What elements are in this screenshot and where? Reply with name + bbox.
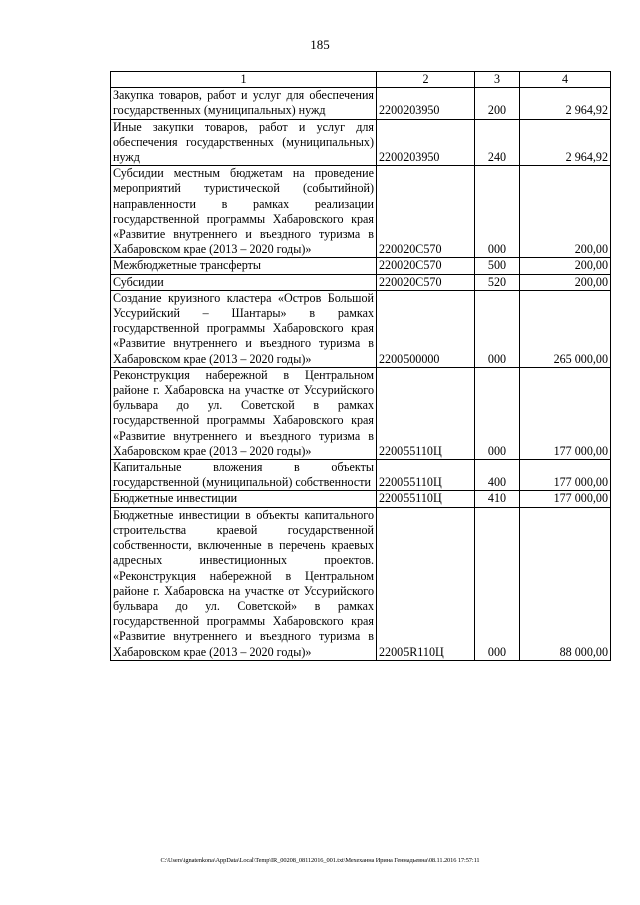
column-header-type: 3: [475, 72, 520, 88]
table-row: [111, 274, 611, 290]
table-header-row: [111, 72, 611, 88]
row-amount: 265 000,00: [520, 290, 611, 367]
table-row: [111, 166, 611, 258]
row-amount: 200,00: [520, 258, 611, 274]
row-description: Субсидии: [111, 274, 377, 290]
row-expense-type: 200: [475, 88, 520, 119]
row-amount: 2 964,92: [520, 119, 611, 166]
row-description: Субсидии местным бюджетам на проведение мероприятий туристической (событийной) направленности в рамках реализации государственной программы Хабаровского края «Развитие внутреннего и въездного туризма в Хабаровском крае (2013 – 2020 годы)»: [111, 166, 377, 258]
row-target-code: 220020С570: [377, 274, 475, 290]
row-expense-type: 000: [475, 507, 520, 660]
row-expense-type: 520: [475, 274, 520, 290]
table-row: [111, 119, 611, 166]
row-expense-type: 500: [475, 258, 520, 274]
table-row: [111, 460, 611, 491]
table-row: [111, 258, 611, 274]
row-amount: 2 964,92: [520, 88, 611, 119]
row-expense-type: 000: [475, 166, 520, 258]
column-header-amount: 4: [520, 72, 611, 88]
table-row: [111, 290, 611, 367]
row-description: Иные закупки товаров, работ и услуг для обеспечения государственных (муниципальных) нужд: [111, 119, 377, 166]
row-amount: 177 000,00: [520, 491, 611, 507]
row-description: Создание круизного кластера «Остров Большой Уссурийский – Шантары» в рамках государственной программы Хабаровского края «Развитие внутреннего и въездного туризма в Хабаровском крае (2013 – 2020 годы)»: [111, 290, 377, 367]
budget-table: [110, 71, 611, 661]
row-expense-type: 000: [475, 367, 520, 459]
table-row: [111, 367, 611, 459]
row-description: Бюджетные инвестиции в объекты капитального строительства краевой государственной собственности, включенные в перечень краевых адресных инвестиционных проектов. «Реконструкция набережной в Центральном районе г. Хабаровска на участке от Уссурийского бульвара до ул. Советской» в рамках государственной программы Хабаровского края «Развитие внутреннего и въездного туризма в Хабаровском крае (2013 – 2020 годы)»: [111, 507, 377, 660]
row-target-code: 22005R110Ц: [377, 507, 475, 660]
page-number: 185: [310, 37, 330, 52]
document-path-footer: C:\Users\ignatenkona\AppData\Local\Temp\IR_00208_08112016_001.txt\Мехеханна Ирина Геннадьевна\08.11.2016 17:57:11: [160, 857, 480, 864]
table-row: [111, 507, 611, 660]
row-description: Капитальные вложения в объекты государственной (муниципальной) собственности: [111, 460, 377, 491]
row-amount: 177 000,00: [520, 367, 611, 459]
column-header-code: 2: [377, 72, 475, 88]
row-target-code: 220055110Ц: [377, 491, 475, 507]
table-row: [111, 491, 611, 507]
row-target-code: 2200500000: [377, 290, 475, 367]
row-expense-type: 400: [475, 460, 520, 491]
row-target-code: 2200203950: [377, 88, 475, 119]
row-description: Бюджетные инвестиции: [111, 491, 377, 507]
row-description: Реконструкция набережной в Центральном районе г. Хабаровска на участке от Уссурийского бульвара до ул. Советской в рамках государственной программы Хабаровского края «Развитие внутреннего и въездного туризма в Хабаровском крае (2013 – 2020 годы)»: [111, 367, 377, 459]
row-amount: 88 000,00: [520, 507, 611, 660]
column-header-description: 1: [111, 72, 377, 88]
row-expense-type: 240: [475, 119, 520, 166]
row-amount: 177 000,00: [520, 460, 611, 491]
row-amount: 200,00: [520, 166, 611, 258]
row-description: Закупка товаров, работ и услуг для обеспечения государственных (муниципальных) нужд: [111, 88, 377, 119]
row-target-code: 220020С570: [377, 258, 475, 274]
row-target-code: 220055110Ц: [377, 367, 475, 459]
row-target-code: 2200203950: [377, 119, 475, 166]
row-amount: 200,00: [520, 274, 611, 290]
table-row: [111, 88, 611, 119]
row-expense-type: 410: [475, 491, 520, 507]
row-expense-type: 000: [475, 290, 520, 367]
row-target-code: 220055110Ц: [377, 460, 475, 491]
row-description: Межбюджетные трансферты: [111, 258, 377, 274]
row-target-code: 220020С570: [377, 166, 475, 258]
